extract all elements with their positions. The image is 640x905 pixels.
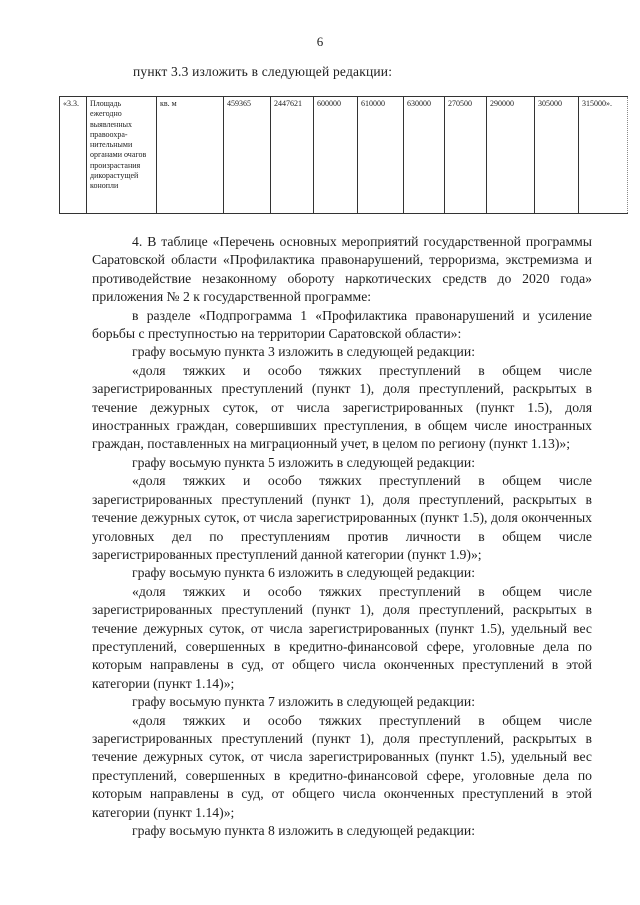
value-cell: 600000: [314, 97, 358, 214]
table-row: [60, 97, 628, 214]
paragraph: графу восьмую пункта 3 изложить в следующей редакции:: [132, 344, 476, 360]
document-body: [92, 233, 592, 840]
paragraph: «доля тяжких и особо тяжких преступлений в общем числе зарегистрированных преступлений (пункт 1), доля преступлений, раскрытых в течение дежурных суток, от числа зарегистрированных (пункт 1.5), доля оконченных уголовных дел по преступлениям против личности в общем числе зарегистрированных преступлений данной категории (пункт 1.9)»;: [92, 473, 592, 562]
paragraph: в разделе «Подпрограмма 1 «Профилактика правонарушений и усиление борьбы с преступностью на территории Саратовской области»:: [92, 307, 592, 342]
paragraph: «доля тяжких и особо тяжких преступлений в общем числе зарегистрированных преступлений (пункт 1), доля преступлений, раскрытых в течение дежурных суток, от числа зарегистрированных (пункт 1.5), удельный вес преступлений, совершенных в кредитно-финансовой сфере, уголовные дела по которым направлены в суд, от общего числа оконченных преступлений в этой категории (пункт 1.14)»;: [92, 583, 592, 691]
paragraph: графу восьмую пункта 7 изложить в следующей редакции:: [132, 694, 476, 710]
value-cell: 459365: [224, 97, 271, 214]
intro-line: пункт 3.3 изложить в следующей редакции:: [133, 64, 393, 79]
page-number: 6: [316, 34, 324, 49]
paragraph: 4. В таблице «Перечень основных мероприятий государственной программы Саратовской области «Профилактика правонарушений, терроризма, экстремизма и противодействие незаконному обороту наркотических средств до 2020 года» приложения № 2 к государственной программе:: [92, 234, 592, 305]
value-cell: 305000: [535, 97, 579, 214]
unit-cell: кв. м: [157, 97, 224, 214]
value-cell: 610000: [358, 97, 404, 214]
value-cell: 315000».: [579, 97, 628, 214]
paragraph: графу восьмую пункта 5 изложить в следующей редакции:: [132, 454, 476, 470]
value-cell: 290000: [487, 97, 535, 214]
indicator-name: Площадь ежегодно выявленных правоохра-нительными органами очагов произрастания дикорастущей конопли: [87, 97, 157, 214]
indicator-table: [59, 96, 628, 214]
row-number: «3.3.: [60, 97, 87, 214]
paragraph: «доля тяжких и особо тяжких преступлений в общем числе зарегистрированных преступлений (пункт 1), доля преступлений, раскрытых в течение дежурных суток, от числа зарегистрированных (пункт 1.5), доля иностранных граждан, совершивших преступления, в общем числе иностранных граждан, поставленных на миграционный учет, в целом по региону (пункт 1.13)»;: [92, 362, 592, 452]
paragraph: «доля тяжких и особо тяжких преступлений в общем числе зарегистрированных преступлений (пункт 1), доля преступлений, раскрытых в течение дежурных суток, от числа зарегистрированных (пункт 1.5), удельный вес преступлений, совершенных в кредитно-финансовой сфере, уголовные дела по которым направлены в суд, от общего числа оконченных преступлений в этой категории (пункт 1.14)»;: [92, 712, 592, 820]
paragraph: графу восьмую пункта 6 изложить в следующей редакции:: [132, 565, 476, 581]
value-cell: 270500: [445, 97, 487, 214]
value-cell: 630000: [404, 97, 445, 214]
value-cell: 2447621: [271, 97, 314, 214]
paragraph: графу восьмую пункта 8 изложить в следующей редакции:: [132, 823, 476, 838]
